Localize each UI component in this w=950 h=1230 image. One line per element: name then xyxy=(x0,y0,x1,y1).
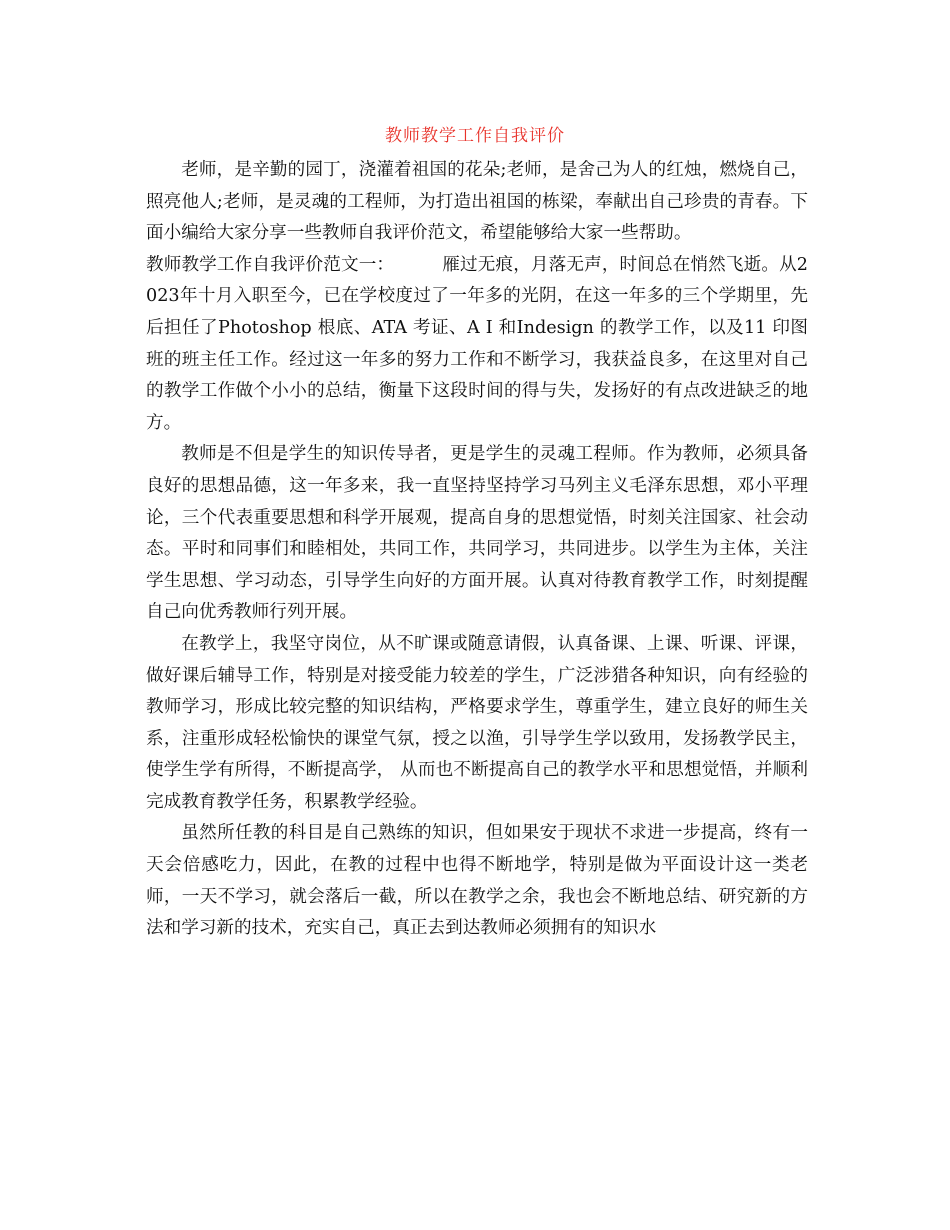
body-paragraph: 教师是不但是学生的知识传导者，更是学生的灵魂工程师。作为教师，必须具备良好的思想品德，这一年多来，我一直坚持坚持学习马列主义毛泽东思想，邓小平理论，三个代表重要思想和科学开展观，提高自身的思想觉悟，时刻关注国家、社会动态。平时和同事们和睦相处，共同工作，共同学习，共同进步。以学生为主体，关注学生思想、学习动态，引导学生向好的方面开展。认真对待教育教学工作，时刻提醒自己向优秀教师行列开展。 xyxy=(146,444,808,623)
document-body xyxy=(146,155,808,945)
body-paragraph: 虽然所任教的科目是自己熟练的知识，但如果安于现状不求进一步提高，终有一天会倍感吃力，因此，在教的过程中也得不断地学，特别是做为平面设计这一类老师，一天不学习，就会落后一截，所以在教学之余，我也会不断地总结、研究新的方法和学习新的技术，充实自己，真正去到达教师必须拥有的知识水 xyxy=(146,823,808,939)
document-title: 教师教学工作自我评价 xyxy=(385,126,565,146)
sample-heading: 教师教学工作自我评价范文一： xyxy=(146,254,395,275)
sample-intro: 雁过无痕，月落无声，时间总在悄然飞逝。从2023年十月入职至今，已在学校度过了一年多的光阴，在这一年多的三个学期里，先后担任了Photoshop 根底、ATA 考证、A I 和Indesign 的教学工作，以及11 印图班的班主任工作。经过这一年多的努力工作和不断学习，我获益良多，在这里对自己的教学工作做个小小的总结，衡量下这段时间的得与失，发扬好的有点改进缺乏的地方。 xyxy=(146,254,808,433)
body-paragraph: 在教学上，我坚守岗位，从不旷课或随意请假，认真备课、上课、听课、评课，做好课后辅导工作，特别是对接受能力较差的学生，广泛涉猎各种知识，向有经验的教师学习，形成比较完整的知识结构，严格要求学生，尊重学生，建立良好的师生关系，注重形成轻松愉快的课堂气氛，授之以渔，引导学生学以致用，发扬教学民主，使学生学有所得，不断提高学， 从而也不断提高自己的教学水平和思想觉悟，并顺利完成教育教学任务，积累教学经验。 xyxy=(146,633,808,812)
sample-paragraph xyxy=(146,250,808,440)
intro-paragraph: 老师，是辛勤的园丁，浇灌着祖国的花朵;老师，是舍己为人的红烛，燃烧自己，照亮他人;老师，是灵魂的工程师，为打造出祖国的栋梁，奉献出自己珍贵的青春。下面小编给大家分享一些教师自我评价范文，希望能够给大家一些帮助。 xyxy=(146,160,808,244)
